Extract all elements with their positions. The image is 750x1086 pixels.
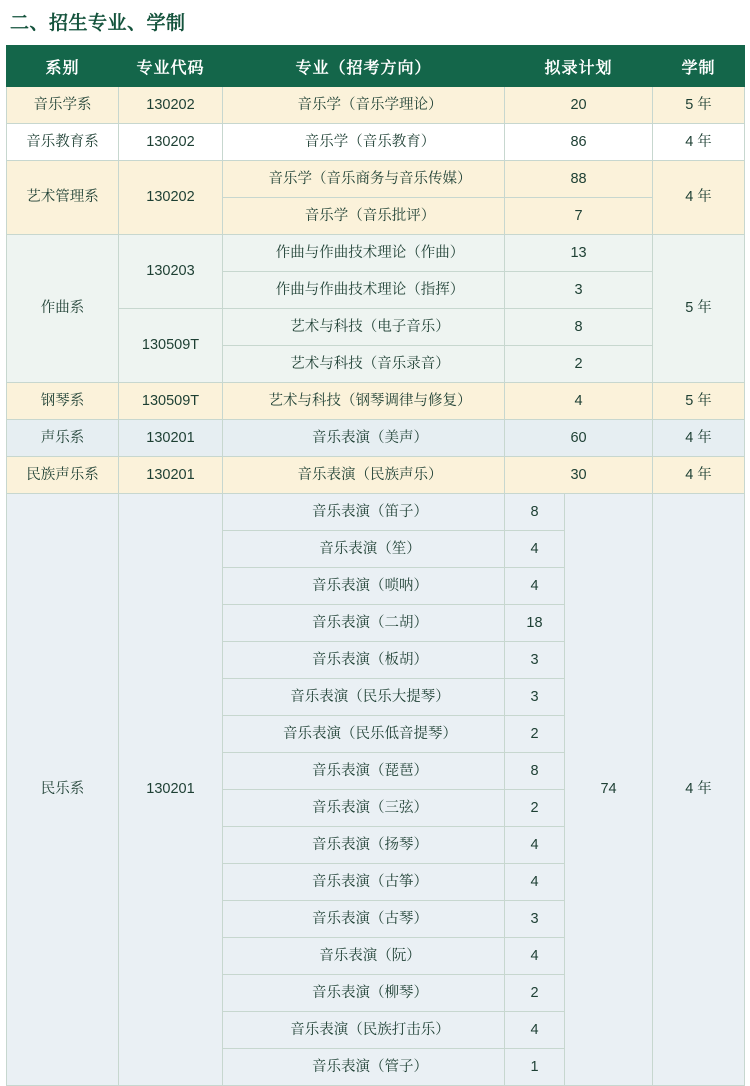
cell-dept: 音乐学系: [7, 87, 119, 124]
table-row: [7, 383, 745, 420]
cell-code: 130509T: [119, 309, 223, 383]
cell-plan: 8: [505, 753, 565, 790]
cell-plan: 1: [505, 1049, 565, 1086]
cell-plan: 13: [505, 235, 653, 272]
cell-major: 音乐表演（笛子）: [223, 494, 505, 531]
cell-major: 音乐学（音乐教育）: [223, 124, 505, 161]
cell-plan: 3: [505, 642, 565, 679]
page-title: 二、招生专业、学制: [10, 13, 186, 34]
cell-plan: 3: [505, 272, 653, 309]
table-row: [7, 235, 745, 272]
table-row: [7, 161, 745, 198]
cell-code: 130509T: [119, 383, 223, 420]
cell-plan: 8: [505, 309, 653, 346]
column-header-dept: 系别: [7, 46, 119, 87]
cell-major: 音乐表演（二胡）: [223, 605, 505, 642]
cell-dept: 音乐教育系: [7, 124, 119, 161]
cell-plan: 88: [505, 161, 653, 198]
cell-years: 4 年: [653, 420, 745, 457]
cell-plan: 2: [505, 346, 653, 383]
cell-major: 作曲与作曲技术理论（作曲）: [223, 235, 505, 272]
cell-years: 5 年: [653, 383, 745, 420]
cell-plan: 20: [505, 87, 653, 124]
cell-major: 音乐表演（民乐大提琴）: [223, 679, 505, 716]
cell-major: 音乐表演（琵琶）: [223, 753, 505, 790]
cell-code: 130202: [119, 87, 223, 124]
cell-major: 音乐学（音乐批评）: [223, 198, 505, 235]
cell-code: 130203: [119, 235, 223, 309]
cell-major: 音乐表演（三弦）: [223, 790, 505, 827]
table-row: [7, 494, 745, 531]
cell-plan: 60: [505, 420, 653, 457]
majors-table: [6, 45, 745, 1086]
cell-major: 音乐表演（柳琴）: [223, 975, 505, 1012]
cell-plan: 18: [505, 605, 565, 642]
cell-major: 作曲与作曲技术理论（指挥）: [223, 272, 505, 309]
column-header-years: 学制: [653, 46, 745, 87]
cell-plan: 8: [505, 494, 565, 531]
cell-major: 音乐表演（笙）: [223, 531, 505, 568]
cell-plan: 2: [505, 975, 565, 1012]
cell-plan: 4: [505, 1012, 565, 1049]
cell-major: 音乐表演（民族声乐）: [223, 457, 505, 494]
cell-major: 艺术与科技（电子音乐）: [223, 309, 505, 346]
cell-major: 音乐表演（唢呐）: [223, 568, 505, 605]
cell-major: 音乐表演（阮）: [223, 938, 505, 975]
cell-years: 5 年: [653, 87, 745, 124]
cell-dept: 民乐系: [7, 494, 119, 1086]
cell-major: 音乐表演（民乐低音提琴）: [223, 716, 505, 753]
cell-major: 音乐表演（扬琴）: [223, 827, 505, 864]
cell-years: 4 年: [653, 161, 745, 235]
cell-plan: 2: [505, 790, 565, 827]
cell-plan: 4: [505, 568, 565, 605]
cell-major: 音乐表演（管子）: [223, 1049, 505, 1086]
cell-dept: 钢琴系: [7, 383, 119, 420]
table-header-row: [7, 46, 745, 87]
cell-plan: 30: [505, 457, 653, 494]
cell-years: 4 年: [653, 457, 745, 494]
cell-code: 130202: [119, 161, 223, 235]
cell-plan: 3: [505, 901, 565, 938]
cell-dept: 民族声乐系: [7, 457, 119, 494]
cell-years: 5 年: [653, 235, 745, 383]
cell-dept: 作曲系: [7, 235, 119, 383]
cell-major: 音乐表演（板胡）: [223, 642, 505, 679]
cell-plan-total: 74: [565, 494, 653, 1086]
table-row: [7, 420, 745, 457]
table-row: [7, 87, 745, 124]
cell-code: 130201: [119, 494, 223, 1086]
cell-plan: 3: [505, 679, 565, 716]
cell-dept: 艺术管理系: [7, 161, 119, 235]
cell-major: 音乐表演（美声）: [223, 420, 505, 457]
table-row: [7, 457, 745, 494]
cell-code: 130201: [119, 457, 223, 494]
column-header-major: 专业（招考方向）: [223, 46, 505, 87]
cell-major: 艺术与科技（音乐录音）: [223, 346, 505, 383]
cell-years: 4 年: [653, 494, 745, 1086]
cell-dept: 声乐系: [7, 420, 119, 457]
cell-plan: 4: [505, 827, 565, 864]
cell-years: 4 年: [653, 124, 745, 161]
cell-code: 130202: [119, 124, 223, 161]
cell-code: 130201: [119, 420, 223, 457]
cell-major: 音乐表演（古琴）: [223, 901, 505, 938]
cell-plan: 4: [505, 383, 653, 420]
cell-major: 音乐学（音乐学理论）: [223, 87, 505, 124]
cell-plan: 4: [505, 531, 565, 568]
column-header-code: 专业代码: [119, 46, 223, 87]
cell-plan: 4: [505, 864, 565, 901]
cell-plan: 7: [505, 198, 653, 235]
column-header-plan: 拟录计划: [505, 46, 653, 87]
cell-plan: 2: [505, 716, 565, 753]
cell-major: 音乐表演（古筝）: [223, 864, 505, 901]
cell-major: 艺术与科技（钢琴调律与修复）: [223, 383, 505, 420]
cell-major: 音乐学（音乐商务与音乐传媒）: [223, 161, 505, 198]
cell-plan: 86: [505, 124, 653, 161]
cell-plan: 4: [505, 938, 565, 975]
cell-major: 音乐表演（民族打击乐）: [223, 1012, 505, 1049]
table-row: [7, 124, 745, 161]
